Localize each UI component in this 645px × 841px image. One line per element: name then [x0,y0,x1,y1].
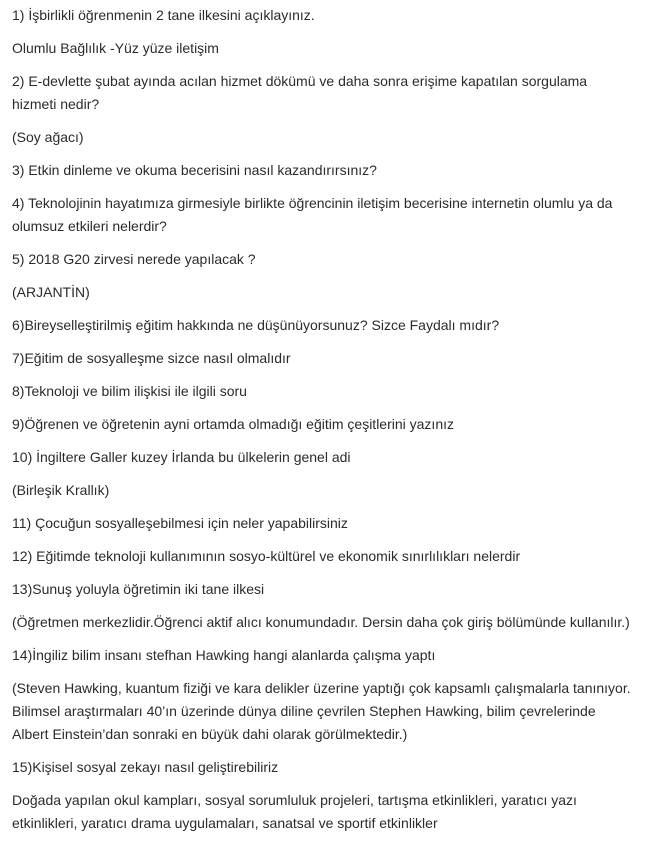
question-14: 14)İngiliz bilim insanı stefhan Hawking hangi alanlarda çalışma yaptı [12,647,436,663]
question-13: 13)Sunuş yoluyla öğretimin iki tane ilkesi [12,581,265,597]
answer-15: Doğada yapılan okul kampları, sosyal sorumluluk projeleri, tartışma etkinlikleri, yaratıcı yazı etkinlikleri, yaratıcı drama uygulamaları, sanatsal ve sportif etkinlikler [12,792,577,831]
answer-10: (Birleşik Krallık) [12,482,110,498]
question-6: 6)Bireyselleştirilmiş eğitim hakkında ne düşünüyorsunuz? Sizce Faydalı mıdır? [12,317,500,333]
question-2: 2) E-devlette şubat ayında acılan hizmet dökümü ve daha sonra erişime kapatılan sorgulama hizmeti nedir? [12,73,588,112]
question-10: 10) İngiltere Galler kuzey İrlanda bu ülkelerin genel adi [12,449,351,465]
question-5: 5) 2018 G20 zirvesi nerede yapılacak ? [12,251,256,267]
question-15: 15)Kişisel sosyal zekayı nasıl geliştirebiliriz [12,759,279,775]
question-3: 3) Etkin dinleme ve okuma becerisini nasıl kazandırırsınız? [12,162,377,178]
answer-5: (ARJANTİN) [12,284,90,300]
question-7: 7)Eğitim de sosyalleşme sizce nasıl olmalıdır [12,350,291,366]
answer-1: Olumlu Bağlılık -Yüz yüze iletişim [12,40,219,56]
question-9: 9)Öğrenen ve öğretenin ayni ortamda olmadığı eğitim çeşitlerini yazınız [12,416,454,432]
question-4: 4) Teknolojinin hayatımıza girmesiyle birlikte öğrencinin iletişim becerisine internetin olumlu ya da olumsuz etkileri nelerdir? [12,195,613,234]
question-8: 8)Teknoloji ve bilim ilişkisi ile ilgili soru [12,383,247,399]
answer-14: (Steven Hawking, kuantum fiziği ve kara delikler üzerine yaptığı çok kapsamlı çalışmalarla tanınıyor. Bilimsel araştırmaları 40’ın üzerinde dünya diline çevrilen Stephen Hawking, bilim çevrelerinde Albert Einstein’dan sonraki en büyük dahi olarak görülmektedir.) [12,680,631,742]
question-1: 1) İşbirlikli öğrenmenin 2 tane ilkesini açıklayınız. [12,7,315,23]
question-12: 12) Eğitimde teknoloji kullanımının sosyo-kültürel ve ekonomik sınırlılıkları nelerdir [12,548,521,564]
question-11: 11) Çocuğun sosyalleşebilmesi için neler yapabilirsiniz [12,515,348,531]
answer-2: (Soy ağacı) [12,129,84,145]
answer-13: (Öğretmen merkezlidir.Öğrenci aktif alıcı konumundadır. Dersin daha çok giriş bölümünde kullanılır.) [12,614,630,630]
